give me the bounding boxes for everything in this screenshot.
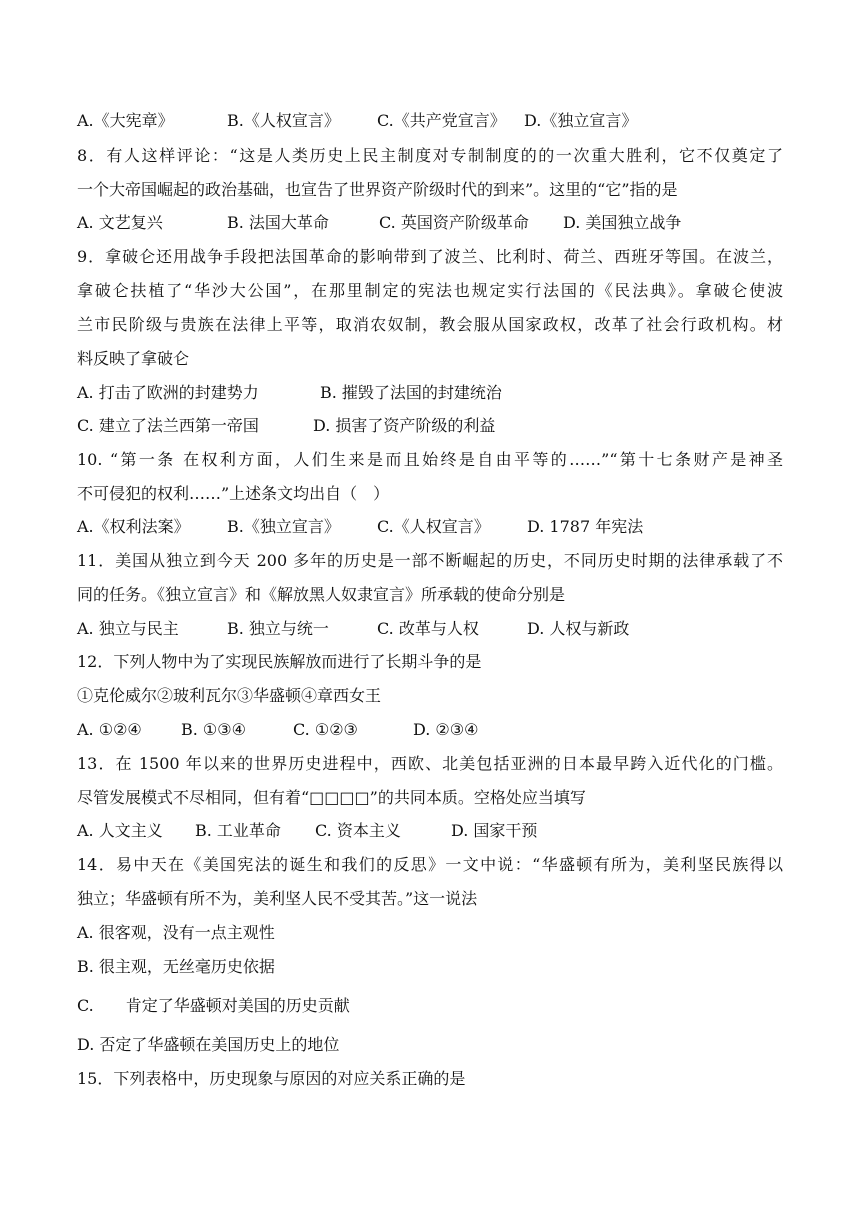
q9-stem-line-3: 兰市民阶级与贵族在法律上平等，取消农奴制，教会服从国家政权，改革了社会行政机构。材 (77, 315, 783, 334)
q14-option-c: C. 肯定了华盛顿对美国的历史贡献 (77, 996, 350, 1015)
q12-stem-line-1: 12．下列人物中为了实现民族解放而进行了长期斗争的是 (77, 652, 482, 671)
q9-stem-line-1: 9．拿破仑还用战争手段把法国革命的影响带到了波兰、比利时、荷兰、西班牙等国。在波兰， (77, 247, 783, 266)
q10-option-d: D. 1787 年宪法 (527, 517, 644, 536)
q7-option-a: A.《大宪章》 (77, 111, 174, 130)
q8-option-a: A. 文艺复兴 (77, 213, 163, 232)
q9-options-row-2 (77, 415, 783, 437)
q7-option-b: B.《人权宣言》 (227, 111, 340, 130)
q10-option-a: A.《权利法案》 (77, 517, 190, 536)
q13-options (77, 820, 783, 842)
q14-stem-line-2: 独立；华盛顿有所不为，美利坚人民不受其苦。”这一说法 (77, 889, 478, 908)
q8-stem-line-1: 8．有人这样评论：“这是人类历史上民主制度对专制制度的的一次重大胜利，它不仅奠定了 (77, 146, 783, 165)
q13-stem-line-2: 尽管发展模式不尽相同，但有着“□□□□”的共同本质。空格处应当填写 (77, 788, 586, 807)
q14-option-a: A. 很客观，没有一点主观性 (77, 923, 275, 942)
q13-option-c: C. 资本主义 (315, 821, 401, 840)
q7-option-c: C.《共产党宣言》 (377, 111, 506, 130)
q10-stem-line-2: 不可侵犯的权利……”上述条文均出自（ ） (77, 484, 390, 503)
q9-stem-line-4: 料反映了拿破仑 (77, 349, 190, 368)
q12-option-d: D. ②③④ (413, 720, 479, 739)
q14-option-b: B. 很主观，无丝毫历史依据 (77, 957, 275, 976)
q11-stem-line-1: 11．美国从独立到今天 200 多年的历史是一部不断崛起的历史，不同历史时期的法律承载了不 (77, 551, 783, 570)
q9-option-c: C. 建立了法兰西第一帝国 (77, 416, 259, 435)
q13-option-b: B. 工业革命 (195, 821, 281, 840)
q10-option-b: B.《独立宣言》 (227, 517, 340, 536)
q15-stem-line-1: 15．下列表格中，历史现象与原因的对应关系正确的是 (77, 1069, 466, 1088)
q13-option-d: D. 国家干预 (451, 821, 538, 840)
q8-option-b: B. 法国大革命 (227, 213, 329, 232)
q13-stem-line-1: 13．在 1500 年以来的世界历史进程中，西欧、北美包括亚洲的日本最早跨入近代化的门槛。 (77, 754, 783, 773)
q12-option-b: B. ①③④ (181, 720, 246, 739)
q12-stem-line-2: ①克伦威尔②玻利瓦尔③华盛顿④章西女王 (77, 686, 382, 705)
q13-option-a: A. 人文主义 (77, 821, 163, 840)
q9-option-a: A. 打击了欧洲的封建势力 (77, 383, 259, 402)
q10-options (77, 516, 783, 538)
q11-option-c: C. 改革与人权 (377, 619, 479, 638)
q8-options (77, 212, 783, 234)
q12-option-c: C. ①②③ (293, 720, 358, 739)
q9-options-row-1 (77, 382, 783, 404)
q7-options (77, 110, 783, 132)
q14-stem-line-1: 14．易中天在《美国宪法的诞生和我们的反思》一文中说：“华盛顿有所为，美利坚民族得以 (77, 855, 783, 874)
q7-option-d: D.《独立宣言》 (524, 111, 638, 130)
q9-option-d: D. 损害了资产阶级的利益 (313, 416, 496, 435)
q8-stem-line-2: 一个大帝国崛起的政治基础，也宣告了世界资产阶级时代的到来”。这里的“它”指的是 (77, 180, 678, 199)
q11-option-a: A. 独立与民主 (77, 619, 179, 638)
q14-option-d: D. 否定了华盛顿在美国历史上的地位 (77, 1035, 340, 1054)
q10-option-c: C.《人权宣言》 (377, 517, 490, 536)
q9-stem-line-2: 拿破仑扶植了“华沙大公国”，在那里制定的宪法也规定实行法国的《民法典》。拿破仑使波 (77, 281, 783, 300)
q11-stem-line-2: 同的任务。《独立宣言》和《解放黑人奴隶宣言》所承载的使命分别是 (77, 585, 566, 604)
q11-option-b: B. 独立与统一 (227, 619, 329, 638)
q12-option-a: A. ①②④ (77, 720, 142, 739)
q11-option-d: D. 人权与新政 (527, 619, 630, 638)
q10-stem-line-1: 10. “第一条 在权利方面，人们生来是而且始终是自由平等的……”“第十七条财产是神圣 (77, 450, 783, 469)
q8-option-d: D. 美国独立战争 (563, 213, 682, 232)
q9-option-b: B. 摧毁了法国的封建统治 (320, 383, 502, 402)
q11-options (77, 618, 783, 640)
q8-option-c: C. 英国资产阶级革命 (379, 213, 529, 232)
q12-options (77, 719, 783, 741)
